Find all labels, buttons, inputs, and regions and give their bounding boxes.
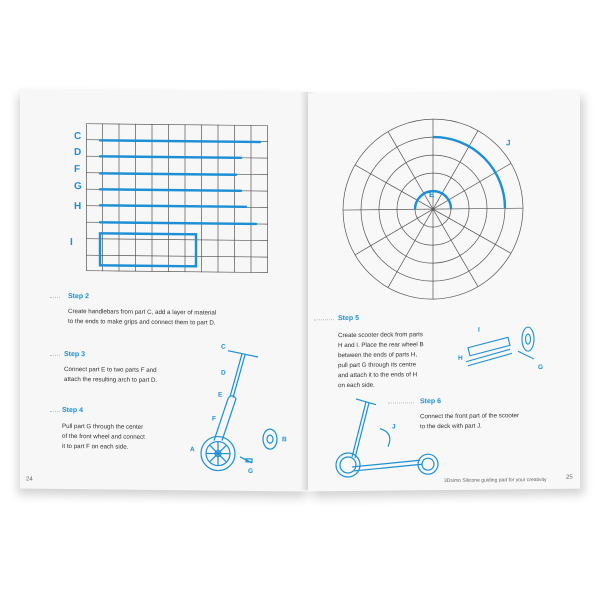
page-number-right: 25: [566, 474, 573, 481]
step-6-title: Step 6: [420, 398, 442, 406]
diagram-label-h: H: [458, 354, 463, 362]
scooter-diagram: [328, 392, 448, 483]
diagram-label-i: I: [478, 326, 480, 334]
step-4-title: Step 4: [62, 406, 84, 415]
diagram-label-c: C: [221, 343, 226, 351]
grid-letter-g: G: [74, 181, 82, 193]
step-3-text: Connect part E to two parts F and attach the resulting arch to part D.: [64, 365, 158, 384]
grid-letter-d: D: [74, 147, 82, 159]
step-6-text: Connect the front part of the scooter to the deck with part J.: [420, 412, 520, 431]
page-number-left: 24: [26, 476, 33, 483]
diagram-label-j: J: [392, 423, 396, 431]
grid-letter-i: I: [70, 237, 73, 249]
step-5-title: Step 5: [338, 314, 360, 323]
step-3-title: Step 3: [64, 350, 86, 359]
polar-template-grid: [338, 113, 528, 305]
step-5-text: Create scooter deck from parts H and I. Place the rear wheel B between the ends of parts H, pull part G through its centre and attach it to the ends of H on each side.: [338, 331, 424, 390]
diagram-label-b: B: [282, 436, 287, 444]
deck-assembly-diagram: [448, 317, 558, 388]
diagram-label-f: F: [212, 415, 216, 423]
step-4-text: Pull part G through the center of the front wheel and connect it to part F on each side.: [62, 422, 145, 451]
template-grid: [86, 123, 268, 273]
left-page: [20, 88, 308, 491]
grid-letter-f: F: [74, 164, 81, 176]
diagram-label-g: G: [248, 467, 254, 475]
polar-label-e: E: [429, 190, 435, 200]
step-2-text: Create handlebars from part C, add a layer of material to the ends to make grips and connect them to part D.: [68, 307, 217, 327]
front-assembly-diagram: [170, 340, 300, 481]
diagram-label-e: E: [218, 391, 223, 399]
right-page: [308, 91, 580, 492]
grid-letter-h: H: [74, 201, 82, 213]
step-2-title: Step 2: [68, 292, 90, 301]
diagram-label-g-right: G: [538, 363, 544, 372]
grid-letter-c: C: [74, 131, 82, 143]
diagram-label-d: D: [221, 369, 226, 377]
polar-label-j: J: [506, 138, 511, 148]
footer-text: 3Dsimo Silicone guiding pad for your creativity: [444, 476, 547, 484]
diagram-label-a: A: [190, 446, 195, 454]
